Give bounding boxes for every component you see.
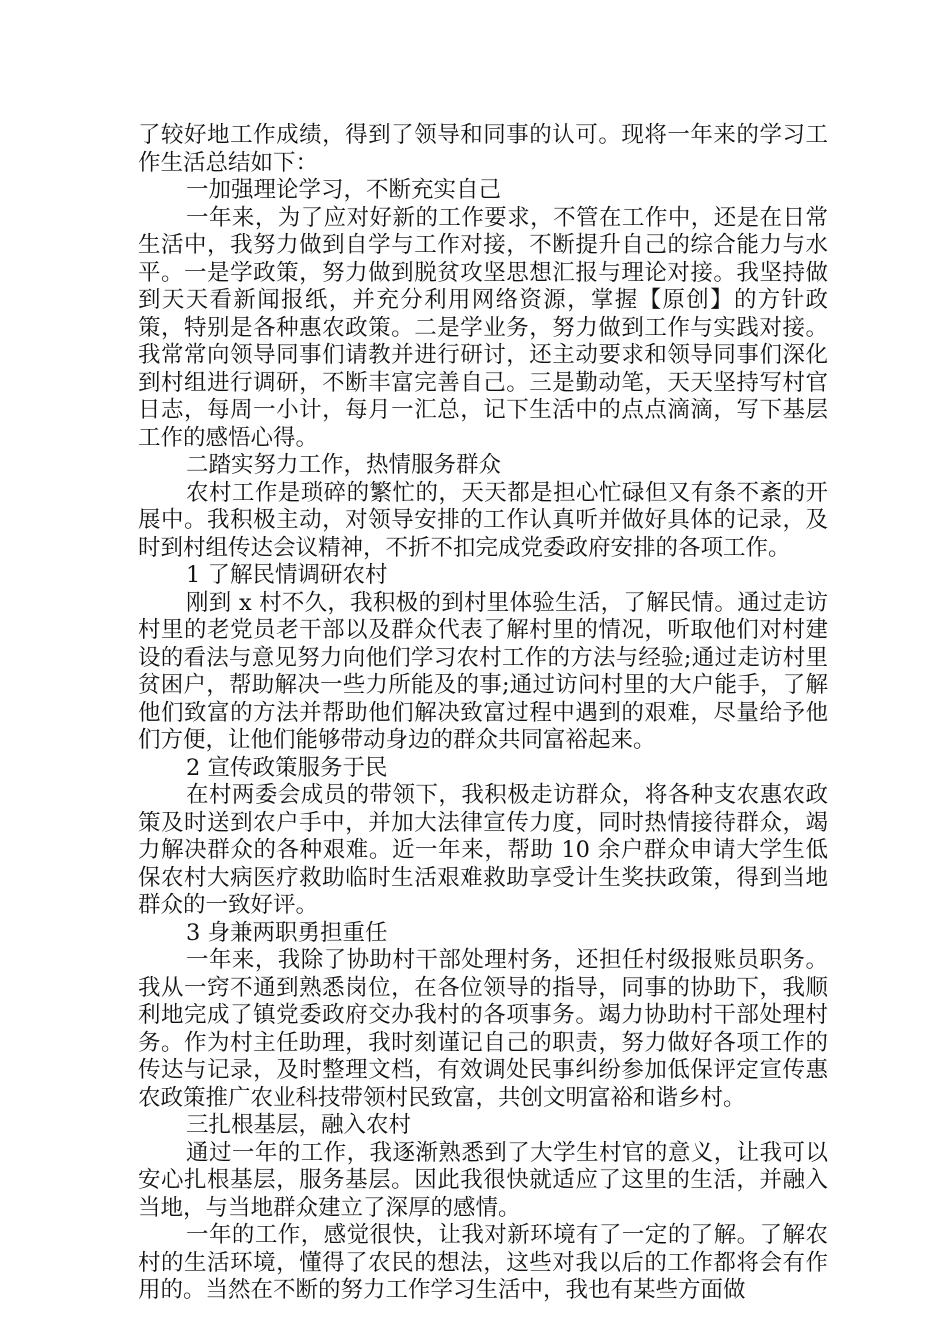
body-paragraph: 在村两委会成员的带领下，我积极走访群众，将各种支农惠农政策及时送到农户手中，并加大法律宣传力度，同时热情接待群众，竭力解决群众的各种艰难。近一年来，帮助 10 余户群众申请大学生低保农村大病医疗救助临时生活艰难救助享受计生奖扶政策，得到当地群众的一致好评。 xyxy=(138,782,828,918)
body-paragraph: 刚到 x 村不久，我积极的到村里体验生活，了解民情。通过走访村里的老党员老干部以及群众代表了解村里的情况，听取他们对村建设的看法与意见努力向他们学习农村工作的方法与经验;通过走访村里贫困户，帮助解决一些力所能及的事;通过访问村里的大户能手，了解他们致富的方法并帮助他们解决致富过程中遇到的艰难，尽量给予他们方便，让他们能够带动身边的群众共同富裕起来。 xyxy=(138,589,828,753)
body-paragraph: 一年的工作，感觉很快，让我对新环境有了一定的了解。了解农村的生活环境，懂得了农民的想法，这些对我以后的工作都将会有作用的。当然在不断的努力工作学习生活中，我也有某些方面做 xyxy=(138,1222,828,1303)
body-paragraph: 了较好地工作成绩，得到了领导和同事的认可。现将一年来的学习工作生活总结如下： xyxy=(138,122,828,176)
body-paragraph: 一年来，为了应对好新的工作要求，不管在工作中，还是在日常生活中，我努力做到自学与工作对接，不断提升自己的综合能力与水平。一是学政策，努力做到脱贫攻坚思想汇报与理论对接。我坚持做到天天看新闻报纸，并充分利用网络资源，掌握【原创】的方针政策，特别是各种惠农政策。二是学业务，努力做到工作与实践对接。我常常向领导同事们请教并进行研讨，还主动要求和领导同事们深化到村组进行调研，不断丰富完善自己。三是勤动笔，天天坚持写村官日志，每周一小计，每月一汇总，记下生活中的点点滴滴，写下基层工作的感悟心得。 xyxy=(138,204,828,451)
subsection-heading: 3 身兼两职勇担重任 xyxy=(186,919,388,946)
body-paragraph: 农村工作是琐碎的繁忙的，天天都是担心忙碌但又有条不紊的开展中。我积极主动，对领导安排的工作认真听并做好具体的记录，及时到村组传达会议精神，不折不扣完成党委政府安排的各项工作。 xyxy=(138,479,828,561)
section-heading: 一加强理论学习，不断充实自己 xyxy=(186,177,502,203)
section-heading: 二踏实努力工作，热情服务群众 xyxy=(186,452,502,478)
document-body xyxy=(138,122,828,1305)
body-paragraph: 一年来，我除了协助村干部处理村务，还担任村级报账员职务。我从一窍不通到熟悉岗位，在各位领导的指导，同事的协助下，我顺利地完成了镇党委政府交办我村的各项事务。竭力协助村干部处理村务。作为村主任助理，我时刻谨记自己的职责，努力做好各项工作的传达与记录，及时整理文档，有效调处民事纠纷参加低保评定宣传惠农政策推广农业科技带领村民致富，共创文明富裕和谐乡村。 xyxy=(138,947,828,1111)
subsection-heading: 2 宣传政策服务于民 xyxy=(186,754,388,781)
section-heading: 三扎根基层，融入农村 xyxy=(186,1112,412,1138)
body-paragraph: 通过一年的工作，我逐渐熟悉到了大学生村官的意义，让我可以安心扎根基层，服务基层。因此我很快就适应了这里的生活，并融入当地，与当地群众建立了深厚的感情。 xyxy=(138,1139,828,1221)
subsection-heading: 1 了解民情调研农村 xyxy=(186,562,388,588)
